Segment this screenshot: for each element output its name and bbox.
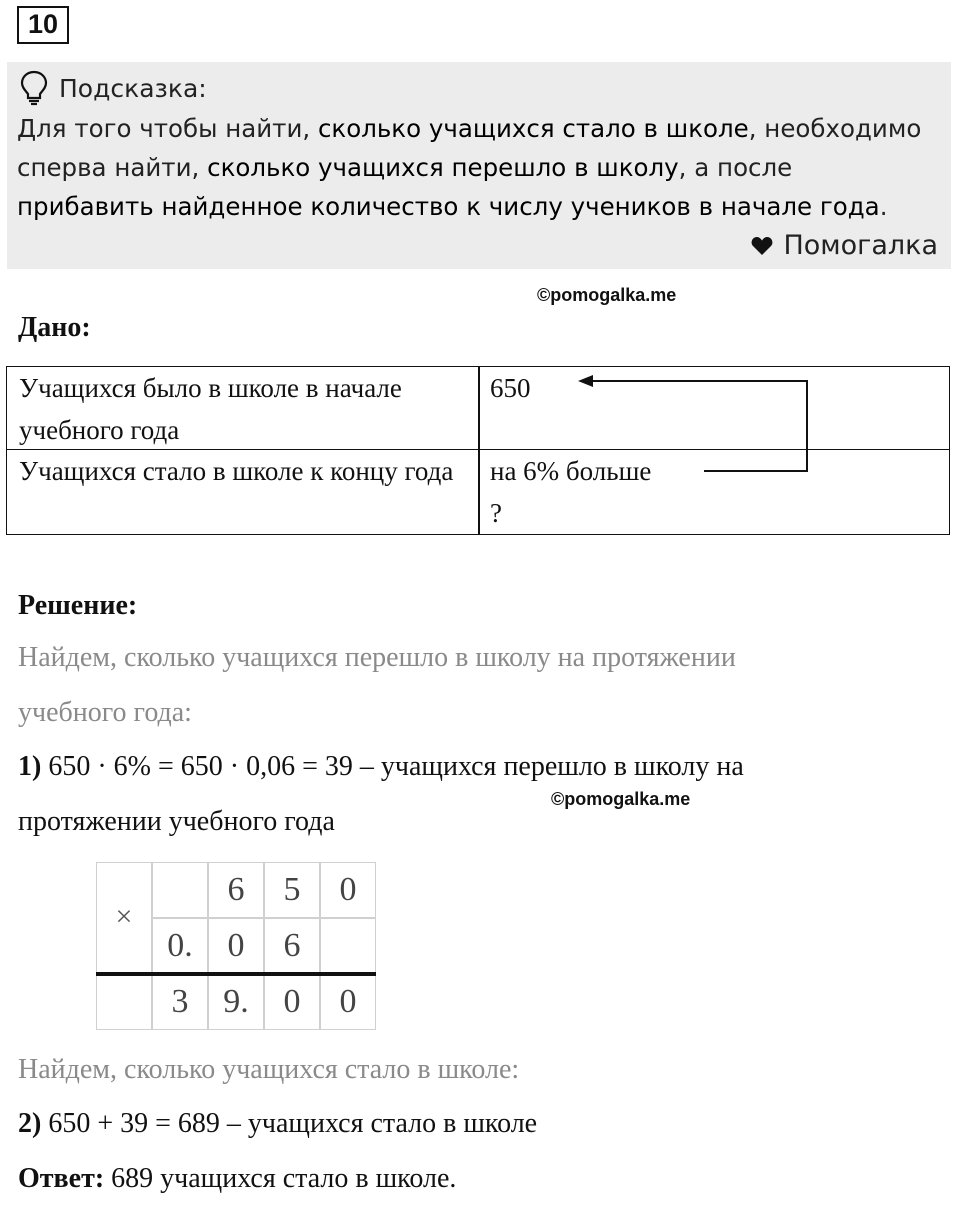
calc-cell: 6	[208, 862, 264, 918]
calc-cell: 3	[152, 974, 208, 1030]
solution-intro-1: Найдем, сколько учащихся перешло в школу на протяжении	[18, 642, 736, 673]
calc-cell: 0	[264, 974, 320, 1030]
hint-header	[19, 70, 207, 106]
calc-cell	[96, 974, 152, 1030]
given-label: Дано:	[18, 312, 91, 343]
hint-line-1: Для того чтобы найти, сколько учащихся стало в школе, необходимо	[17, 114, 922, 143]
watermark: ©pomogalka.me	[551, 789, 691, 809]
step-2: 2) 650 + 39 = 689 – учащихся стало в школе	[18, 1108, 538, 1139]
calc-cell	[320, 918, 376, 974]
given-row2-value: на 6% больше ?	[490, 456, 652, 528]
calc-cell: 5	[264, 862, 320, 918]
calc-cell: 0	[320, 862, 376, 918]
calc-cell: 0	[208, 918, 264, 974]
given-row1-value: 650	[490, 373, 531, 403]
given-row1-label: Учащихся было в школе в начале учебного года	[19, 373, 402, 445]
result-rule	[96, 972, 376, 976]
calc-cell	[152, 862, 208, 918]
calc-cell: 9.	[208, 974, 264, 1030]
answer: Ответ: 689 учащихся стало в школе.	[18, 1163, 457, 1194]
hint-title: Подсказка:	[59, 73, 207, 103]
task-number: 10	[17, 6, 69, 44]
given-table	[6, 366, 950, 535]
column-multiplication	[96, 862, 376, 1032]
brand-name: Помогалка	[783, 230, 938, 261]
solution-label: Решение:	[18, 590, 138, 621]
reference-arrow	[7, 367, 951, 536]
given-row2-label: Учащихся стало в школе к концу года	[19, 456, 454, 486]
multiply-sign: ×	[96, 862, 152, 974]
hint-box	[7, 62, 951, 269]
solution-intro-2: Найдем, сколько учащихся стало в школе:	[18, 1054, 520, 1085]
heart-icon	[751, 236, 773, 256]
hint-line-2: сперва найти, сколько учащихся перешло в школу, а после	[17, 153, 793, 182]
lightbulb-icon	[19, 70, 49, 106]
hint-line-3: прибавить найденное количество к числу учеников в начале года.	[17, 192, 888, 221]
calc-cell: 6	[264, 918, 320, 974]
step-1: 1) 650 · 6% = 650 · 0,06 = 39 – учащихся перешло в школу на	[18, 751, 744, 782]
step-1-cont: протяжении учебного года	[18, 806, 335, 837]
calc-cell: 0	[320, 974, 376, 1030]
calc-cell: 0.	[152, 918, 208, 974]
solution-intro-1-cont: учебного года:	[18, 697, 192, 728]
watermark: ©pomogalka.me	[537, 285, 677, 305]
brand	[751, 230, 938, 261]
